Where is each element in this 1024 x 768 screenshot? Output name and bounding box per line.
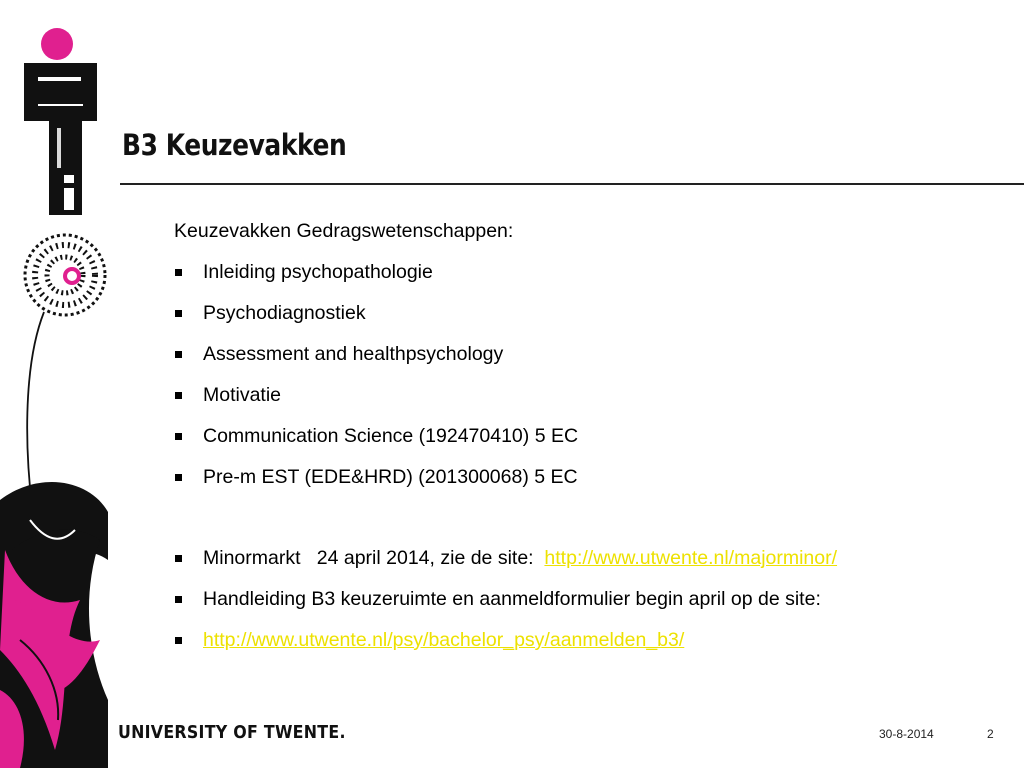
university-logo: UNIVERSITY OF TWENTE.: [118, 722, 346, 743]
list-item: [174, 423, 994, 464]
foliage-icon: [0, 482, 108, 768]
decorative-flower-graphic: [0, 0, 115, 768]
bullet-square-icon: [175, 555, 182, 562]
title-divider: [120, 183, 1024, 185]
handleiding-item: [174, 586, 994, 627]
course-label: Assessment and healthpsychology: [203, 343, 504, 365]
magenta-dot-icon: [41, 28, 73, 60]
minormarkt-item: [174, 545, 994, 586]
bullet-square-icon: [175, 433, 182, 440]
aanmelden-item: [174, 627, 994, 668]
list-item: [174, 382, 994, 423]
minormarkt-suffix: , zie de site:: [429, 547, 539, 569]
bullet-square-icon: [175, 637, 182, 644]
course-label: Communication Science (192470410) 5 EC: [203, 425, 579, 447]
spacer: [174, 505, 994, 545]
list-item: [174, 259, 994, 300]
slide-date: 30-8-2014: [879, 727, 934, 741]
minormarkt-date: Minormarkt 24 april 2014: [203, 547, 430, 569]
handleiding-text: Handleiding B3 keuzeruimte en aanmeldformulier begin april op de site:: [203, 588, 821, 610]
list-item: [174, 464, 994, 505]
minormarkt-text: [203, 545, 837, 571]
majorminor-link[interactable]: http://www.utwente.nl/majorminor/: [544, 547, 838, 569]
slide-title: B3 Keuzevakken: [122, 128, 347, 162]
bullet-square-icon: [175, 392, 182, 399]
course-label: Psychodiagnostiek: [203, 302, 366, 324]
course-label: Motivatie: [203, 384, 282, 406]
slide-content: [174, 218, 994, 668]
bullet-square-icon: [175, 596, 182, 603]
aanmelden-link[interactable]: http://www.utwente.nl/psy/bachelor_psy/aanmelden_b3/: [203, 629, 685, 651]
list-item: [174, 341, 994, 382]
intro-text: Keuzevakken Gedragswetenschappen:: [174, 220, 514, 242]
list-item: [174, 300, 994, 341]
bullet-square-icon: [175, 351, 182, 358]
course-label: Inleiding psychopathologie: [203, 261, 433, 283]
page-number: 2: [987, 727, 994, 741]
bullet-square-icon: [175, 310, 182, 317]
bullet-square-icon: [175, 269, 182, 276]
course-label: Pre-m EST (EDE&HRD) (201300068) 5 EC: [203, 466, 578, 488]
bullet-square-icon: [175, 474, 182, 481]
